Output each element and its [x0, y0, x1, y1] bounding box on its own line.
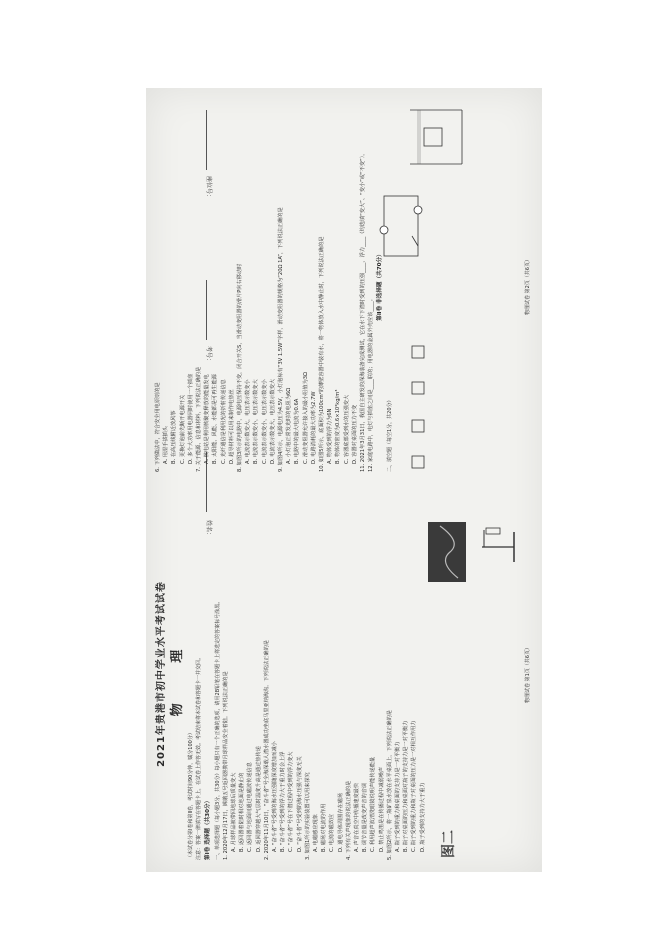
page-2-column	[154, 100, 534, 472]
question-list-left	[223, 488, 427, 860]
answer-option: B. 在高压线附近放风筝	[171, 410, 178, 464]
answer-option: B. “奋斗者”号受到的浮力大于重力时会上浮	[280, 751, 287, 852]
answer-option: C. 返回器与地面间通过电磁波传递信息	[247, 762, 254, 852]
answer-option: D. 电路消耗的最大功率为2.7W	[310, 391, 317, 464]
answer-option: D. 电流表示数变大，电压表示数变大	[269, 378, 276, 464]
answer-option: B. 瓶子对桌面的压力和桌面对瓶子的支持力是一对平衡力	[403, 720, 410, 852]
footer-left: 物理试卷 第1页（共6页）	[524, 645, 531, 703]
question-item: 1. 2020年12月17日，嫦娥五号返回器携带月球样品安全着陆。下列说法正确的是	[222, 671, 229, 860]
exam-title: 2021年贵港市初中学业水平考试试卷	[156, 581, 167, 767]
answer-option: C. 光纤通信是利用光的折射传递信息	[220, 379, 227, 464]
question-item: 9. 如图4所示，电源电压为4.5V，小灯泡标有“3V 1.5W”字样，滑动变阻器的规格为“20Ω 1A”，下列说法正确的是	[278, 207, 285, 472]
answer-option: C. “奋斗者”号在下潜过程中受到的浮力变大	[288, 751, 295, 852]
answer-option: D. “奋斗者”号受到的海水压强与深度无关	[296, 756, 303, 852]
answer-option: B. 调节音量是改变声音的音调	[362, 782, 369, 852]
seat-label: 座位号：	[205, 176, 212, 201]
answer-option: C. 更换灯泡前先断开电源开关	[179, 394, 186, 464]
figure-5-container	[406, 102, 466, 172]
answer-option: C. 电流的磁效应	[329, 813, 336, 852]
answer-option: B. 磁场对电流的作用	[321, 803, 328, 852]
answer-option: D. 瓶子受到的支持力大于重力	[419, 782, 426, 852]
section1-heading: 一、单项选择题（每小题3分，共30分）每小题只有一个正确的选项，请用2B铅笔在答题卡上将选定的答案标号涂黑。	[214, 598, 221, 860]
question-item: 4. 下列有关声现象的说法正确的是	[345, 780, 352, 860]
figure-2-stand	[476, 522, 516, 572]
answer-option: C. 电流表示数变小，电压表示数变小	[261, 379, 268, 464]
answer-option: A. 瓶子受到的重力和桌面的支持力是一对平衡力	[395, 741, 402, 852]
answer-option: D. 多个大功率用电器同时使用一个插座	[187, 373, 194, 464]
figure-1-photo	[428, 522, 466, 582]
answer-option: A. 物体受到的浮力为6N	[327, 408, 334, 464]
answer-option: A. 月球样品被带回地球后质量变大	[231, 772, 238, 852]
stamp-mark: 图二	[441, 830, 457, 858]
part2-heading: 第Ⅱ卷 非选择题（共70分）	[377, 251, 384, 321]
answer-option: B. 电流表示数变小，电压表示数变大	[253, 379, 260, 464]
question-list-right	[155, 100, 375, 472]
answer-option: A. 用湿手拔插头	[163, 426, 170, 464]
part1-heading: 第Ⅰ卷 选择题（共30分）	[205, 797, 212, 860]
exam-no-label: 考号：	[205, 346, 212, 365]
name-label: 姓名：	[205, 520, 212, 539]
question-item: 6. 下列做法中，符合安全用电原则的是	[155, 382, 161, 472]
answer-option: B. 太阳能、风能、水能都是可再生能源	[212, 374, 219, 464]
answer-option: A. 电流表示数变大，电压表示数变小	[245, 379, 252, 464]
question-item: 7. 关于能源、信息和材料，下列说法正确的是	[196, 366, 203, 472]
exam-page	[146, 88, 542, 872]
question-item: 8. 如图3所示的电路中，电源电压保持不变，闭合开关S，当滑动变阻器的滑片P向右移动时	[237, 263, 244, 472]
answer-option: D. 容器对桌面的压力不变	[351, 404, 358, 464]
section2-heading: 二、填空题（每空1分，共20分）	[386, 397, 393, 472]
question-item: 2. 2020年11月10日，“奋斗者”号全海深载人潜水器成功坐底马里亚纳海沟。下列说法正确的是	[263, 640, 270, 860]
question-item: 11. 2021年3月31日，我国自主研发的深海装备完成测试，它在水下下潜时受到的压强____，浮力____（均选填“变大”、“变小”或“不变”）。	[360, 150, 367, 472]
exam-subject: 物 理	[170, 631, 185, 717]
question-item: 10. 如图5所示，底面积为100cm²的薄壁容器中装有水，将一物体放入水中静止时，下列说法正确的是	[319, 236, 326, 472]
question-item: 12. 家庭电路中，电灯与插座之间是____联的；用电器的金属外壳应该____。	[368, 296, 375, 472]
answer-option: A. 核电站是利用核聚变释放的能量发电	[204, 374, 211, 464]
answer-option: D. 返回器穿越大气层时温度升高是通过热传递	[255, 746, 262, 852]
figure-4-circuit	[378, 190, 424, 260]
answer-option: A. 声音在真空中传播速度最快	[354, 782, 361, 852]
figure-3-circuit-row	[408, 320, 430, 470]
answer-option: B. 返回器着陆时相对地面是静止的	[239, 772, 246, 852]
answer-option: A. 电磁感应现象	[313, 814, 320, 852]
exam-instructions: （本试卷分第Ⅰ卷和第Ⅱ卷，考试时间90分钟，赋分100分）	[188, 730, 194, 860]
exam-note: 注意：答案一律填写在答题卡上，在试卷上作答无效。考试结束将本试卷和答题卡一并交回。	[196, 654, 203, 860]
answer-option: D. 禁止鸣笛是在传播过程中减弱噪声	[378, 766, 385, 852]
answer-option: C. 容器底部受到水的压强变大	[343, 394, 350, 464]
answer-option: A. 小灯泡正常发光时的电阻为6Ω	[286, 387, 293, 464]
answer-option: C. 瓶子受到的重力和瓶子对桌面的压力是一对相互作用力	[411, 720, 418, 852]
answer-option: A. “奋斗者”号受到的海水压强随深度增加而减小	[272, 741, 279, 852]
answer-option: D. 超导材料可以用来制作电热丝	[228, 389, 235, 464]
answer-option: B. 物体的密度为0.6×10³kg/m³	[335, 389, 342, 464]
question-item: 5. 如图2所示，将一瓶矿泉水放在水平桌面上，下列说法正确的是	[386, 710, 393, 860]
question-item: 3. 如图1所示的实验装置可以用来探究	[304, 772, 311, 860]
answer-option: C. 利用超声波清洗眼镜说明声能传递能量	[370, 756, 377, 852]
footer-right: 物理试卷 第2页（共6页）	[524, 257, 531, 315]
answer-option: D. 通电导体周围存在磁场	[337, 792, 344, 852]
answer-option: B. 电路中的最大电流为0.6A	[294, 398, 301, 464]
answer-option: C. 滑动变阻器允许接入的最小阻值为3Ω	[302, 372, 309, 464]
